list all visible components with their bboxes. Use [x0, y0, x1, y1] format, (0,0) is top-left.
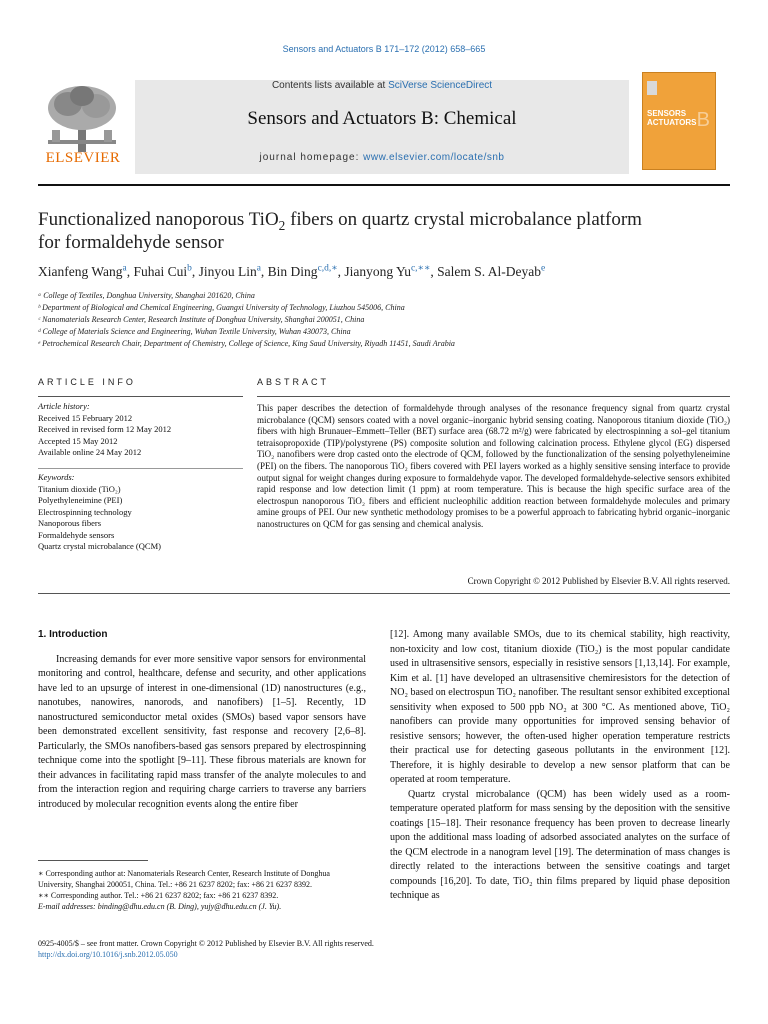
journal-citation[interactable]: Sensors and Actuators B 171–172 (2012) 658–665	[282, 44, 486, 54]
footnote: ∗ Corresponding author at: Nanomaterials Research Center, Research Institute of Donghua University, Shanghai 200051, China. Tel.: +86 21 6237 8202; fax: +86 21 6237 8392.	[38, 869, 330, 889]
footnote-emails[interactable]: E-mail addresses: binding@dhu.edu.cn (B. Ding), yujy@dhu.edu.cn (J. Yu).	[38, 902, 282, 911]
copyright-line: Crown Copyright © 2012 Published by Elsevier B.V. All rights reserved.	[467, 576, 730, 586]
homepage-prefix: journal homepage:	[259, 152, 364, 163]
divider	[38, 468, 243, 469]
footnote-rule	[38, 860, 148, 861]
history-label: Article history:	[38, 401, 90, 411]
author-name[interactable]: Salem S. Al-Deyab	[437, 264, 541, 279]
body-column-right	[390, 628, 730, 904]
affiliation: ᵈ College of Materials Science and Engineering, Wuhan Textile University, Wuhan 430073, China	[38, 327, 351, 336]
article-history	[38, 401, 243, 459]
body-paragraph: Quartz crystal microbalance (QCM) has been widely used as a room-temperature operated platform for mass sensing by the deposition with the sensitive coatings [15–18]. Their resonance frequency has been proven to decrease linearly upon the additional mass loading of adsorbed associated analytes on the surface of the QCM electrode in a nanogram level [19]. The determination of mass changes is directly related to the interactions between the sensitive coatings and target compounds [16,20]. To date, TiO₂ thin films prepared by liquid phase deposition technique as	[390, 788, 730, 901]
author-name[interactable]: Xianfeng Wang	[38, 264, 123, 279]
keyword: Titanium dioxide (TiO₂)	[38, 483, 121, 494]
title-subscript: 2	[278, 217, 286, 233]
cover-letter: B	[696, 109, 710, 131]
footnotes	[38, 868, 366, 912]
contents-line	[135, 80, 629, 91]
affiliations	[38, 290, 738, 350]
history-item: Received 15 February 2012	[38, 412, 133, 423]
keyword: Nanoporous fibers	[38, 518, 102, 528]
abstract-heading: ABSTRACT	[257, 377, 330, 387]
affiliation: ᵇ Department of Biological and Chemical Engineering, Guangxi University of Technology, Liuzhou 545006, China	[38, 303, 405, 312]
body-paragraph: Increasing demands for ever more sensitive vapor sensors for environmental monitoring and control, healthcare, defense and security, and other applications have led to an upsurge of interest in one-dimensional (1D) nanostructures (e.g., nanotubes, nanowires, nanorods, and nanofibers) [1–5]. Recently, 1D nanostructured semiconductor metal oxides (SMOs) based vapor sensors have been demonstrated excellent sensitivity, fast response and recovery [2,6–8]. Particularly, the SMOs nanofibers-based gas sensors prepared by electrospinning technique come into the spotlight [9–11]. These fibrous materials are known for their advances in facilitating rapid mass transfer of the analyte molecules to and from the interaction region and requiring charge carriers to traverse any barriers introduced by molecular recognition events along the entire fiber	[38, 653, 366, 810]
sciencedirect-link[interactable]: SciVerse ScienceDirect	[388, 80, 493, 91]
homepage-link[interactable]: www.elsevier.com/locate/snb	[363, 152, 505, 163]
keyword: Polyethyleneimine (PEI)	[38, 495, 123, 505]
divider	[38, 593, 730, 594]
keyword: Formaldehyde sensors	[38, 529, 115, 540]
publisher-logo: ELSEVIER	[45, 150, 121, 166]
author-sup[interactable]: b	[187, 263, 192, 274]
author-name[interactable]: Jinyou Lin	[198, 264, 257, 279]
author-sup[interactable]: a	[256, 263, 261, 274]
author-name[interactable]: Fuhai Cui	[133, 264, 188, 279]
journal-name: Sensors and Actuators B: Chemical	[247, 108, 517, 129]
keywords-label: Keywords:	[38, 472, 75, 482]
affiliation: ᶜ Nanomaterials Research Center, Research Institute of Donghua University, Shanghai 200051, China	[38, 315, 365, 324]
body-paragraph: [12]. Among many available SMOs, due to its chemical stability, high reactivity, non-toxicity and low cost, titanium dioxide (TiO₂) is the most popular candidate used in ultrasensitive sensors, especially in resistive sensors [1,13,14]. For example, Kim et al. [1] have developed an ultrasensitive chemiresistors for the detection of NO₂ based on electrospun TiO₂ nanofiber. The resultant sensor exhibited exceptional sensitivity when exposed to 500 ppb NO₂ at 300 °C. As mentioned above, TiO₂ nanofibers can provide many opportunities for improved sensing behavior of resistive sensors; however, the often-used higher operation temperature restricts their practical use for detecting gaseous pollutants in the environment [12]. Therefore, it is highly desirable to develop a new sensor platform that can be operated at room temperature.	[390, 629, 730, 785]
article-info-heading: ARTICLE INFO	[38, 377, 136, 387]
author-sup[interactable]: c,d,∗	[317, 263, 338, 274]
header-rule	[38, 184, 730, 186]
keyword: Quartz crystal microbalance (QCM)	[38, 541, 161, 551]
affiliation: ᵃ College of Textiles, Donghua University, Shanghai 201620, China	[38, 291, 255, 300]
title-part2: fibers on quartz crystal microbalance platform	[285, 209, 642, 230]
contents-prefix: Contents lists available at	[271, 80, 389, 91]
article-title	[38, 208, 738, 254]
title-part1: Functionalized nanoporous TiO	[38, 209, 279, 230]
cover-title: SENSORS ACTUATORS	[647, 109, 697, 127]
divider	[257, 396, 730, 397]
history-item: Available online 24 May 2012	[38, 447, 142, 457]
body-column-left	[38, 628, 366, 812]
section-heading: 1. Introduction	[38, 629, 108, 640]
journal-homepage	[135, 152, 629, 163]
author-sup[interactable]: e	[541, 263, 546, 274]
cover-bar	[647, 81, 657, 95]
footnote: ∗∗ Corresponding author. Tel.: +86 21 6237 8202; fax: +86 21 6237 8392.	[38, 891, 279, 900]
history-item: Accepted 15 May 2012	[38, 435, 118, 446]
abstract-text: This paper describes the detection of formaldehyde through analyses of the resonance frequency signal from quartz crystal microbalance (QCM) sensors coated with a novel organic–inorganic hybrid sensing coating. Nanoporous titanium dioxide (TiO₂) fibers with high Brunauer–Emmett–Teller (BET) surface area (68.72 m²/g) were fabricated by electrospinning a sol–gel titanium tetraisopropoxide (TIP)/polystyrene (PS) composite solution and following calcination process. Ethylene glycol (EG) dispersed TiO₂ nanofibers were drop casted onto the electrode of QCM, followed by the functionalization of the sensing polyethyleneimine (PEI) on the fibers. The nanoporous TiO₂ fibers covered with PEI layers worked as a highly sensitive sensing interface to provide output signal for weight changes during exposure to formaldehyde vapor. The developed formaldehyde-selective sensors exhibited rapid response and low detection limit (1 ppm) at room temperature. This is because the high specific surface area of the electrospun nanoporous TiO₂ fibers and efficient nucleophilic addition reaction between formaldehyde molecules and primary amine groups of PEI. Our new synthetic methodology promises to be a powerful approach to fabricating hybrid organic–inorganic nanostructures on QCM for gas sensing and chemical analysis.	[257, 403, 730, 529]
author-name[interactable]: Jianyong Yu	[344, 264, 411, 279]
footer-copyright: 0925-4005/$ – see front matter. Crown Copyright © 2012 Published by Elsevier B.V. All rights reserved.	[38, 939, 374, 948]
author-list: Xianfeng Wang$^a$, Fuhai Cui$^b$, Jinyou Lin$^a$, Bin Ding$^{c,d,∗}$, Jianyong $Yu^{c,∗∗}$, Salem S. Al-Deyab$^e$	[38, 263, 546, 279]
doi-link[interactable]: http://dx.doi.org/10.1016/j.snb.2012.05.050	[38, 950, 178, 959]
divider	[38, 396, 243, 397]
title-line2: for formaldehyde sensor	[38, 232, 224, 253]
author-name[interactable]: Bin Ding	[267, 264, 318, 279]
keywords	[38, 472, 243, 553]
author-sup[interactable]: c,∗∗	[410, 263, 431, 274]
affiliation: ᵉ Petrochemical Research Chair, Department of Chemistry, College of Science, King Saud University, Riyadh 11451, Saudi Arabia	[38, 339, 455, 348]
keyword: Electrospinning technology	[38, 506, 132, 517]
journal-cover[interactable]	[642, 72, 716, 170]
history-item: Received in revised form 12 May 2012	[38, 424, 172, 434]
author-sup[interactable]: a	[122, 263, 127, 274]
page-footer	[38, 938, 538, 960]
